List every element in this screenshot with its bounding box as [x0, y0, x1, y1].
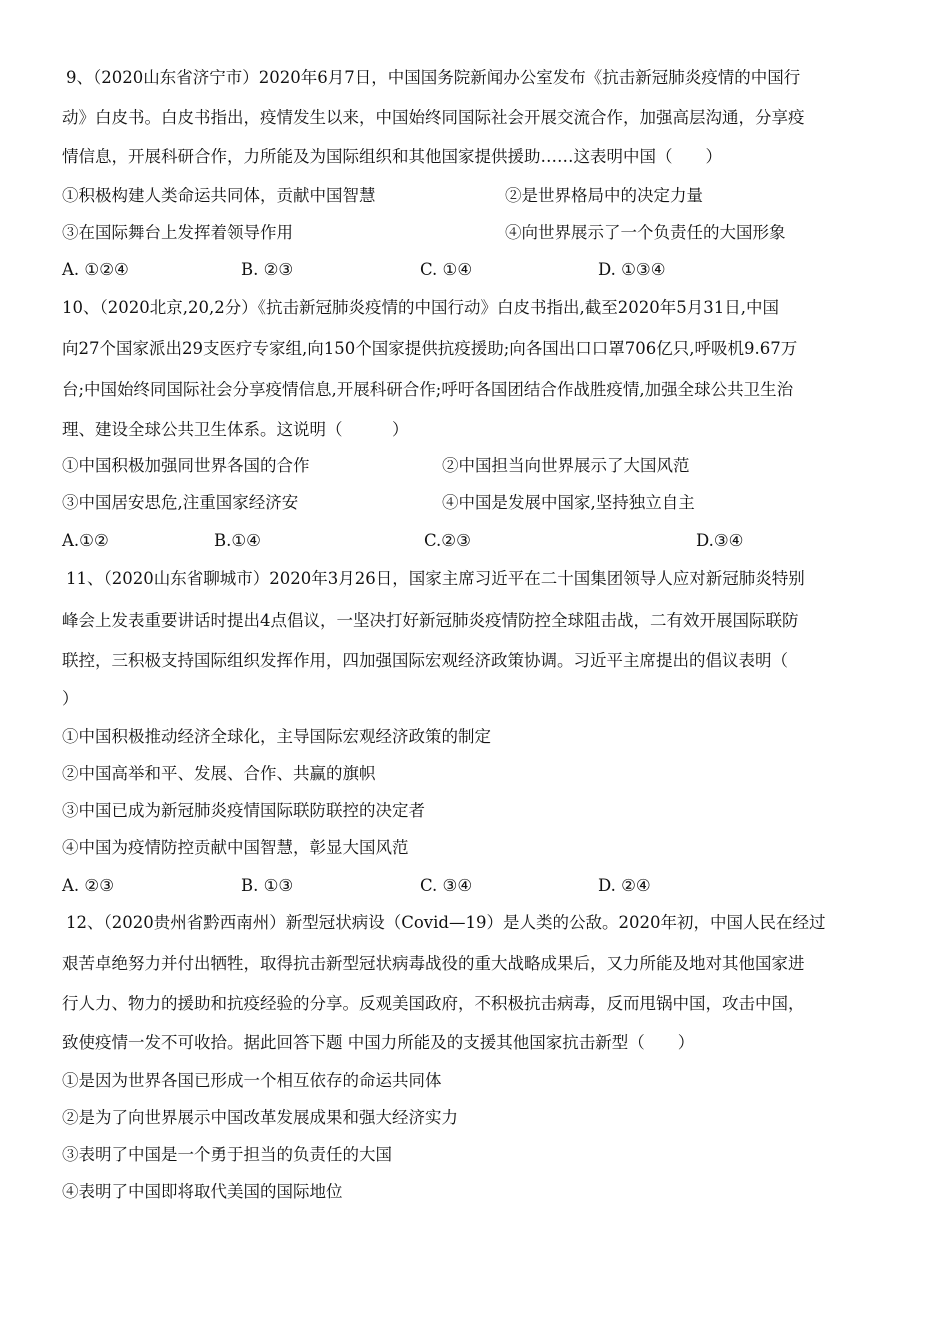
- question-10-line-2: 向27个国家派出29支医疗专家组,向150个国家提供抗疫援助;向各国出口口罩706亿只,呼吸机9.67万: [62, 339, 798, 358]
- question-10-line-4: 理、建设全球公共卫生体系。这说明（ ）: [62, 420, 409, 439]
- question-11-line-1: 11、（2020山东省聊城市）2020年3月26日，国家主席习近平在二十国集团领导人应对新冠肺炎特别: [66, 569, 805, 588]
- question-10-statement-3: ③中国居安思危,注重国家经济安: [62, 493, 299, 512]
- question-9-line-1: 9、（2020山东省济宁市）2020年6月7日，中国国务院新闻办公室发布《抗击新冠肺炎疫情的中国行: [66, 68, 801, 87]
- question-9-line-3: 情信息，开展科研合作，力所能及为国际组织和其他国家提供援助……这表明中国（ ）: [62, 147, 722, 166]
- question-11-line-2: 峰会上发表重要讲话时提出4点倡议，一坚决打好新冠肺炎疫情防控全球阻击战，二有效开展国际联防: [62, 611, 799, 630]
- question-9-choice-c: C. ①④: [420, 260, 473, 279]
- question-11-statement-2: ②中国高举和平、发展、合作、共赢的旗帜: [62, 764, 376, 783]
- question-10-choice-a: A.①②: [62, 531, 109, 550]
- question-12-line-2: 艰苦卓绝努力并付出牺牲，取得抗击新型冠状病毒战役的重大战略成果后，又力所能及地对其他国家进: [62, 954, 805, 973]
- question-12-statement-4: ④表明了中国即将取代美国的国际地位: [62, 1182, 343, 1201]
- question-12-line-3: 行人力、物力的援助和抗疫经验的分享。反观美国政府，不积极抗击病毒，反而甩锅中国，攻击中国，: [62, 994, 805, 1013]
- question-10-line-1: 10、（2020北京,20,2分）《抗击新冠肺炎疫情的中国行动》白皮书指出,截至2020年5月31日,中国: [62, 298, 779, 317]
- question-12-line-1: 12、（2020贵州省黔西南州）新型冠状病设（Covid—19）是人类的公敌。2020年初，中国人民在经过: [66, 913, 826, 932]
- question-9-statement-4: ④向世界展示了一个负责任的大国形象: [505, 223, 786, 242]
- question-10-choice-c: C.②③: [424, 531, 471, 550]
- question-11-choice-a: A. ②③: [62, 876, 114, 895]
- question-9-statement-1: ①积极构建人类命运共同体，贡献中国智慧: [62, 186, 376, 205]
- question-11-line-3: 联控，三积极支持国际组织发挥作用，四加强国际宏观经济政策协调。习近平主席提出的倡议表明（: [62, 651, 788, 670]
- question-10-choice-d: D.③④: [696, 531, 744, 550]
- question-11-statement-4: ④中国为疫情防控贡献中国智慧，彰显大国风范: [62, 838, 409, 857]
- question-10-statement-4: ④中国是发展中国家,坚持独立自主: [442, 493, 695, 512]
- question-12-statement-3: ③表明了中国是一个勇于担当的负责任的大国: [62, 1145, 392, 1164]
- question-11-choice-c: C. ③④: [420, 876, 473, 895]
- question-12-statement-1: ①是因为世界各国已形成一个相互依存的命运共同体: [62, 1071, 442, 1090]
- question-9-line-2: 动》白皮书。白皮书指出，疫情发生以来，中国始终同国际社会开展交流合作，加强高层沟通，分享疫: [62, 108, 805, 127]
- question-9-choice-b: B. ②③: [241, 260, 294, 279]
- question-10-statement-2: ②中国担当向世界展示了大国风范: [442, 456, 690, 475]
- question-11-statement-3: ③中国已成为新冠肺炎疫情国际联防联控的决定者: [62, 801, 425, 820]
- question-10-choice-b: B.①④: [214, 531, 261, 550]
- question-11-choice-d: D. ②④: [598, 876, 651, 895]
- question-9-statement-2: ②是世界格局中的决定力量: [505, 186, 703, 205]
- question-11-choice-b: B. ①③: [241, 876, 294, 895]
- question-10-statement-1: ①中国积极加强同世界各国的合作: [62, 456, 310, 475]
- question-12-statement-2: ②是为了向世界展示中国改革发展成果和强大经济实力: [62, 1108, 458, 1127]
- question-11-statement-1: ①中国积极推动经济全球化，主导国际宏观经济政策的制定: [62, 727, 491, 746]
- question-9-statement-3: ③在国际舞台上发挥着领导作用: [62, 223, 293, 242]
- question-10-line-3: 台;中国始终同国际社会分享疫情信息,开展科研合作;呼吁各国团结合作战胜疫情,加强全球公共卫生治: [62, 380, 794, 399]
- question-11-line-4: ）: [62, 689, 79, 708]
- question-12-line-4: 致使疫情一发不可收拾。据此回答下题 中国力所能及的支援其他国家抗击新型（ ）: [62, 1033, 695, 1052]
- question-9-choice-a: A. ①②④: [62, 260, 129, 279]
- question-9-choice-d: D. ①③④: [598, 260, 666, 279]
